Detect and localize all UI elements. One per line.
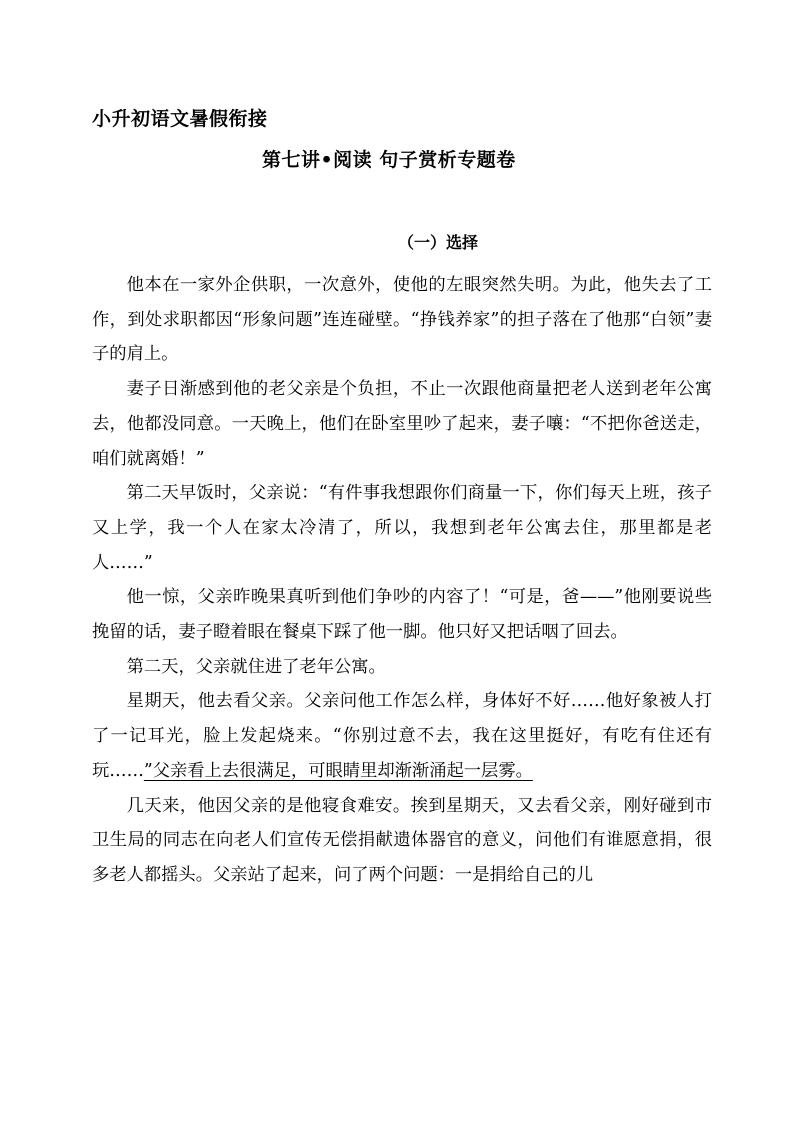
paragraph-4: 他一惊，父亲昨晚果真听到他们争吵的内容了！“可是，爸——”他刚要说些挽留的话，妻子瞪着眼在餐桌下踩了他一脚。他只好又把话咽了回去。 xyxy=(92,587,712,643)
paragraph-3: 第二天早饭时，父亲说：“有件事我想跟你们商量一下，你们每天上班，孩子又上学，我一个人在家太冷清了，所以，我想到老年公寓去住，那里都是老人……” xyxy=(92,483,712,573)
underlined-sentence: ”父亲看上去很满足，可眼睛里却渐渐涌起一层雾。 xyxy=(143,760,533,781)
paragraph-2: 妻子日渐感到他的老父亲是个负担，不止一次跟他商量把老人送到老年公寓去，他都没同意。一天晚上，他们在卧室里吵了起来，妻子嚷：“不把你爸送走，咱们就离婚！” xyxy=(92,379,712,469)
paragraph-1: 他本在一家外企供职，一次意外，使他的左眼突然失明。为此，他失去了工作，到处求职都因“形象问题”连连碰壁。“挣钱养家”的担子落在了他那“白领”妻子的肩上。 xyxy=(92,275,712,365)
paragraph-5: 第二天，父亲就住进了老年公寓。 xyxy=(126,656,386,677)
paragraph-6 xyxy=(92,684,712,788)
reading-passage xyxy=(92,268,712,893)
section-heading: （一）选择 xyxy=(398,233,479,252)
paragraph-6-text: 星期天，他去看父亲。父亲问他工作怎么样，身体好不好……他好象被人打了一记耳光，脸上发起烧来。“你别过意不去，我在这里挺好，有吃有住还有玩…… xyxy=(92,691,712,781)
series-title: 小升初语文暑假衔接 xyxy=(92,108,268,130)
document-title: 第七讲•阅读 句子赏析专题卷 xyxy=(262,149,516,171)
paragraph-7: 几天来，他因父亲的是他寝食难安。挨到星期天，又去看父亲，刚好碰到市卫生局的同志在向老人们宣传无偿捐献遗体器官的意义，问他们有谁愿意捐，很多老人都摇头。父亲站了起来，问了两个问题：一是捐给自己的儿 xyxy=(92,795,712,885)
